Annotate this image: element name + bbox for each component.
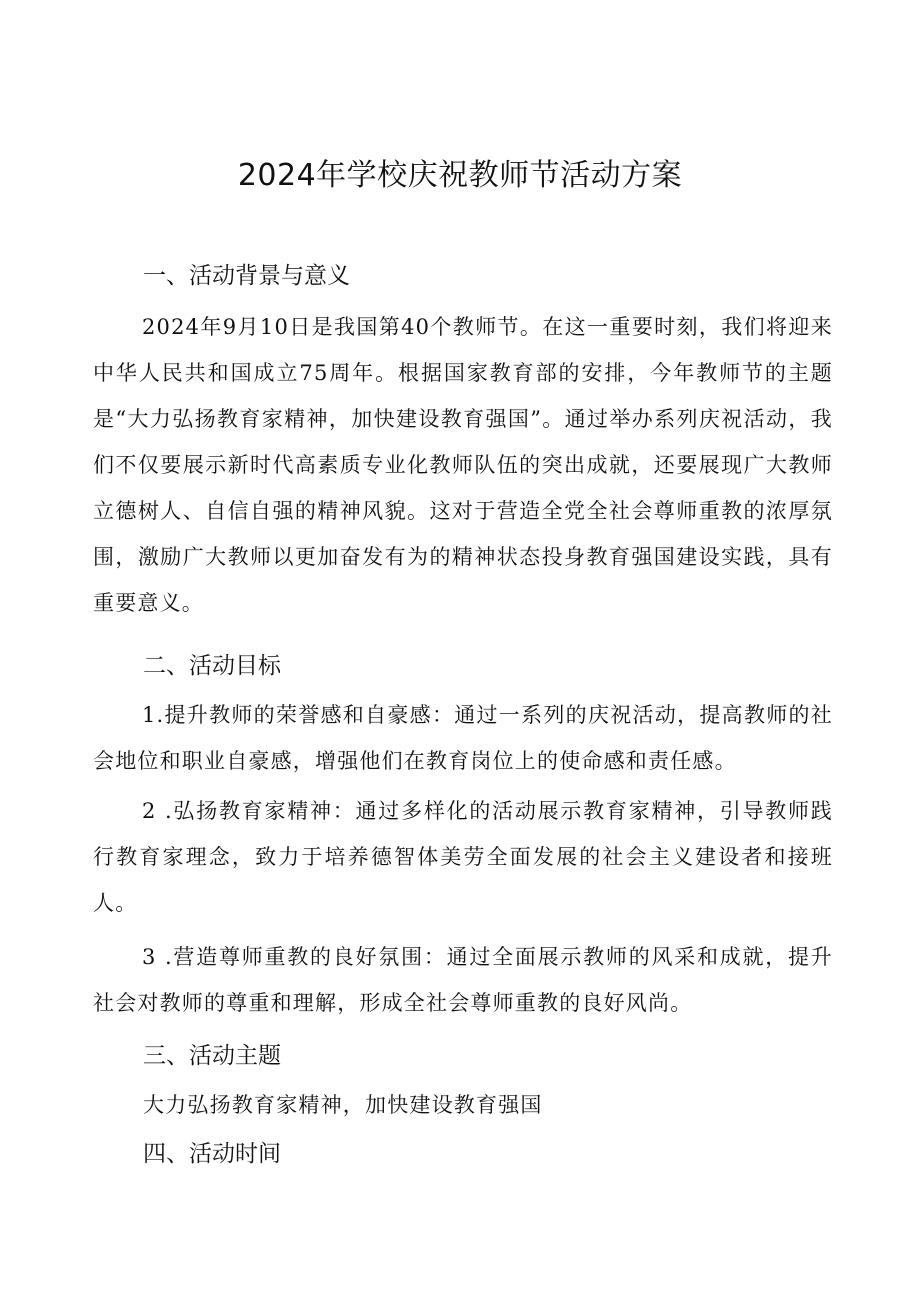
paragraph-background: 2024年9月10日是我国第40个教师节。在这一重要时刻，我们将迎来中华人民共和国成立75周年。根据国家教育部的安排，今年教师节的主题是“大力弘扬教育家精神，加快建设教育强国”。通过举办系列庆祝活动，我们不仅要展示新时代高素质专业化教师队伍的突出成就，还要展现广大教师立德树人、自信自强的精神风貌。这对于营造全党全社会尊师重教的浓厚氛围，激励广大教师以更加奋发有为的精神状态投身教育强国建设实践，具有重要意义。 bbox=[93, 315, 833, 615]
document-title: 2024年学校庆祝教师节活动方案 bbox=[237, 158, 683, 193]
theme-text: 大力弘扬教育家精神，加快建设教育强国 bbox=[143, 1093, 543, 1117]
section-heading-background: 一、活动背景与意义 bbox=[143, 263, 350, 289]
paragraph-goal-3: 3 .营造尊师重教的良好氛围：通过全面展示教师的风采和成就，提升社会对教师的尊重和理解，形成全社会尊师重教的良好风尚。 bbox=[93, 945, 833, 1015]
paragraph-goal-2: 2 .弘扬教育家精神：通过多样化的活动展示教育家精神，引导教师践行教育家理念，致力于培养德智体美劳全面发展的社会主义建设者和接班人。 bbox=[93, 799, 833, 915]
paragraph-goal-1: 1.提升教师的荣誉感和自豪感：通过一系列的庆祝活动，提高教师的社会地位和职业自豪感，增强他们在教育岗位上的使命感和责任感。 bbox=[93, 703, 833, 773]
section-heading-time: 四、活动时间 bbox=[143, 1141, 281, 1167]
section-heading-goals: 二、活动目标 bbox=[143, 653, 281, 679]
section-heading-theme: 三、活动主题 bbox=[143, 1043, 281, 1069]
